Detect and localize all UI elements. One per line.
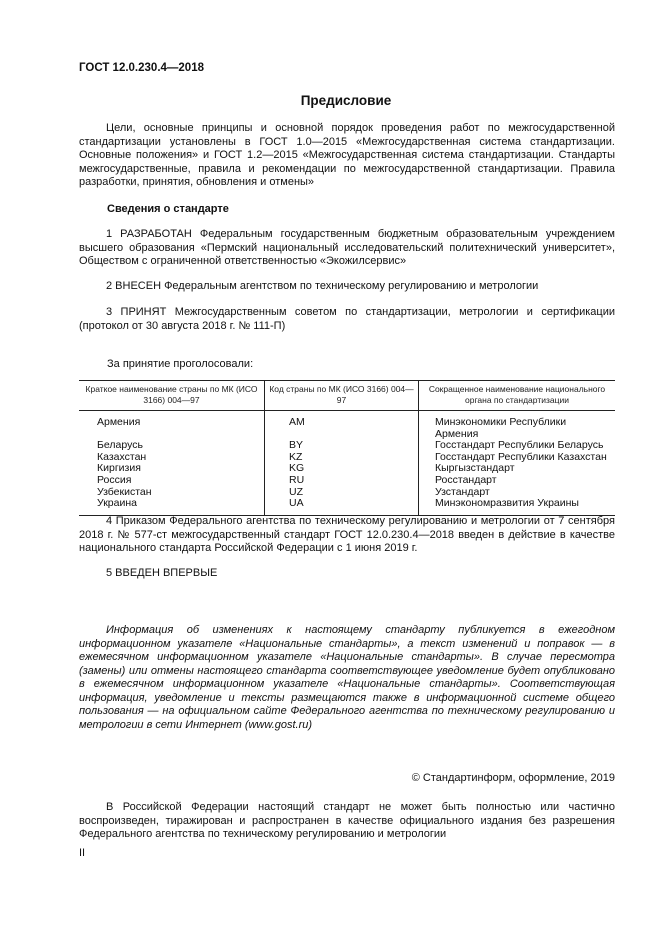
cell-code: BY (265, 440, 419, 452)
item-introduced: 2 ВНЕСЕН Федеральным агентством по техническому регулированию и метрологии (106, 280, 539, 292)
cell-body: Госстандарт Республики Казахстан (435, 450, 607, 463)
votes-table-header-row (79, 381, 615, 411)
column-header-code: Код страны по МК (ИСО 3166) 004—97 (265, 381, 419, 411)
item-developed: 1 РАЗРАБОТАН Федеральным государственным бюджетным образовательным учреждением высшего образования «Пермский национальный исследовательский политехнический университет», Обществом с ограниченной ответственностью «Экожилсервис» (79, 228, 615, 267)
cell-body: Узстандарт (435, 485, 490, 498)
cell-code: AM (265, 411, 419, 441)
column-header-body: Сокращенное наименование национального органа по стандартизации (419, 381, 616, 411)
amendments-note: Информация об изменениях к настоящему стандарту публикуется в ежегодном информационном указателе «Национальные стандарты», а текст изменений и поправок — в ежемесячном информационном указателе «Национальные стандарты». В случае пересмотра (замены) или отмены настоящего стандарта соответствующее уведомление будет опубликовано в ежемесячном информационном указателе «Национальные стандарты». Соответствующая информация, уведомление и тексты размещаются также в информационной системе общего пользования — на официальном сайте Федерального агентства по техническому регулированию и метрологии в сети Интернет (www.gost.ru) (79, 624, 615, 731)
cell-code: KG (265, 463, 419, 475)
votes-table (79, 380, 615, 516)
cell-code: UZ (265, 487, 419, 499)
table-row (79, 475, 615, 487)
table-row (79, 463, 615, 475)
item-adopted: 3 ПРИНЯТ Межгосударственным советом по стандартизации, метрологии и сертификации (протокол от 30 августа 2018 г. № 111-П) (79, 306, 615, 332)
item-first-introduced: 5 ВВЕДЕН ВПЕРВЫЕ (106, 567, 218, 579)
cell-code: UA (265, 498, 419, 515)
cell-code: KZ (265, 452, 419, 464)
cell-body: Кыргызстандарт (435, 462, 515, 475)
document-code-header: ГОСТ 12.0.230.4—2018 (79, 62, 204, 74)
page-number: II (79, 847, 86, 859)
cell-body: Минэкономразвития Украины (435, 497, 579, 510)
cell-country: Беларусь (79, 440, 265, 452)
restriction-paragraph: В Российской Федерации настоящий стандарт не может быть полностью или частично воспроизведен, тиражирован и распространен в качестве официального издания без разрешения Федерального агентства по техническому регулированию и метрологии (79, 801, 615, 840)
cell-country: Россия (79, 475, 265, 487)
column-header-country: Краткое наименование страны по МК (ИСО 3166) 004—97 (79, 381, 265, 411)
cell-country: Армения (79, 411, 265, 441)
page-title: Предисловие (300, 93, 392, 108)
copyright-line: © Стандартинформ, оформление, 2019 (411, 772, 615, 784)
intro-paragraph: Цели, основные принципы и основной порядок проведения работ по межгосударственной стандартизации установлены в ГОСТ 1.0—2015 «Межгосударственная система стандартизации. Основные положения» и ГОСТ 1.2—2015 «Межгосударственная система стандартизации. Стандарты межгосударственные, правила и рекомендации по межгосударственной стандартизации. Правила разработки, принятия, обновления и отмены» (79, 122, 615, 188)
cell-body: Росстандарт (435, 473, 497, 486)
item-enacted: 4 Приказом Федерального агентства по техническому регулированию и метрологии от 7 сентября 2018 г. № 577-ст межгосударственный стандарт ГОСТ 12.0.230.4—2018 введен в действие в качестве национального стандарта Российской Федерации с 1 июня 2019 г. (79, 515, 615, 554)
table-row (79, 411, 615, 441)
cell-body: Госстандарт Республики Беларусь (435, 439, 604, 452)
table-row (79, 498, 615, 515)
cell-country: Узбекистан (79, 487, 265, 499)
table-row (79, 452, 615, 464)
cell-country: Украина (79, 498, 265, 515)
about-standard-heading: Сведения о стандарте (107, 203, 229, 215)
votes-label: За принятие проголосовали: (107, 358, 254, 370)
cell-country: Киргизия (79, 463, 265, 475)
cell-country: Казахстан (79, 452, 265, 464)
cell-code: RU (265, 475, 419, 487)
cell-body: Минэкономики Республики Армения (435, 416, 567, 440)
